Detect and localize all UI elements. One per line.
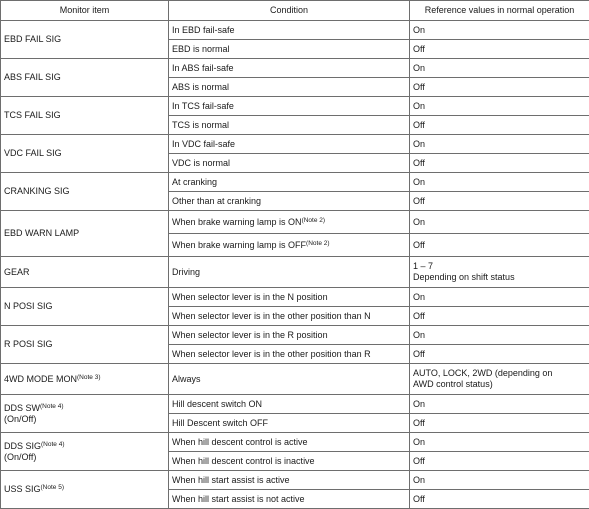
table-row bbox=[1, 257, 589, 288]
reference-value-cell: On bbox=[410, 173, 589, 192]
reference-value-cell: Off bbox=[410, 414, 589, 433]
table-row bbox=[1, 211, 589, 234]
condition-cell: At cranking bbox=[169, 173, 410, 192]
reference-value-cell: Off bbox=[410, 307, 589, 326]
reference-value-cell: Off bbox=[410, 345, 589, 364]
condition-cell: When hill descent control is inactive bbox=[169, 452, 410, 471]
condition-cell: VDC is normal bbox=[169, 154, 410, 173]
table-header-row bbox=[1, 1, 589, 21]
note-reference: (Note 5) bbox=[41, 484, 64, 491]
monitor-item: EBD WARN LAMP bbox=[1, 211, 169, 257]
table-row bbox=[1, 364, 589, 395]
condition-cell: When hill start assist is not active bbox=[169, 490, 410, 509]
monitor-item bbox=[1, 471, 169, 509]
reference-value-cell: On bbox=[410, 211, 589, 234]
monitor-item: CRANKING SIG bbox=[1, 173, 169, 211]
monitor-item-subtitle: (On/Off) bbox=[4, 452, 165, 463]
reference-value-cell bbox=[410, 257, 589, 288]
monitor-item: N POSI SIG bbox=[1, 288, 169, 326]
monitor-item: R POSI SIG bbox=[1, 326, 169, 364]
condition-cell: When hill descent control is active bbox=[169, 433, 410, 452]
reference-value-cell: On bbox=[410, 471, 589, 490]
condition-cell: In EBD fail-safe bbox=[169, 21, 410, 40]
condition-cell bbox=[169, 211, 410, 234]
monitor-item: ABS FAIL SIG bbox=[1, 59, 169, 97]
table-row bbox=[1, 135, 589, 154]
monitor-item: GEAR bbox=[1, 257, 169, 288]
reference-value-cell: On bbox=[410, 59, 589, 78]
monitor-item-subtitle: (On/Off) bbox=[4, 414, 165, 425]
reference-value-line: 1 – 7 bbox=[413, 261, 586, 272]
reference-value-cell: Off bbox=[410, 234, 589, 257]
reference-value-cell: Off bbox=[410, 116, 589, 135]
condition-text: When brake warning lamp is ON bbox=[172, 217, 302, 227]
reference-value-cell: On bbox=[410, 288, 589, 307]
condition-cell: TCS is normal bbox=[169, 116, 410, 135]
condition-cell: When selector lever is in the N position bbox=[169, 288, 410, 307]
reference-value-cell: Off bbox=[410, 154, 589, 173]
condition-cell: When selector lever is in the other position than R bbox=[169, 345, 410, 364]
reference-value-cell: On bbox=[410, 135, 589, 154]
condition-cell: In TCS fail-safe bbox=[169, 97, 410, 116]
reference-value-cell: Off bbox=[410, 40, 589, 59]
table-row bbox=[1, 21, 589, 40]
note-reference: (Note 3) bbox=[77, 374, 100, 381]
reference-value-cell: On bbox=[410, 326, 589, 345]
table-row bbox=[1, 288, 589, 307]
reference-value-cell: Off bbox=[410, 490, 589, 509]
header-reference-values: Reference values in normal operation bbox=[410, 1, 589, 21]
condition-cell: Driving bbox=[169, 257, 410, 288]
reference-value-line: AWD control status) bbox=[413, 379, 586, 390]
note-reference: (Note 4) bbox=[40, 403, 63, 410]
condition-cell: When selector lever is in the R position bbox=[169, 326, 410, 345]
monitor-item bbox=[1, 395, 169, 433]
note-reference: (Note 4) bbox=[41, 441, 64, 448]
reference-value-cell: Off bbox=[410, 78, 589, 97]
monitor-item: TCS FAIL SIG bbox=[1, 97, 169, 135]
monitor-item-name: 4WD MODE MON bbox=[4, 374, 77, 384]
monitor-item: EBD FAIL SIG bbox=[1, 21, 169, 59]
monitor-item bbox=[1, 433, 169, 471]
condition-cell: EBD is normal bbox=[169, 40, 410, 59]
header-condition: Condition bbox=[169, 1, 410, 21]
reference-value-cell: On bbox=[410, 97, 589, 116]
table-row bbox=[1, 326, 589, 345]
monitor-item: VDC FAIL SIG bbox=[1, 135, 169, 173]
note-reference: (Note 2) bbox=[302, 217, 325, 224]
table-row bbox=[1, 395, 589, 414]
monitor-item-name: DDS SW bbox=[4, 403, 40, 413]
condition-cell: When hill start assist is active bbox=[169, 471, 410, 490]
reference-value-cell bbox=[410, 364, 589, 395]
condition-text: When brake warning lamp is OFF bbox=[172, 240, 306, 250]
condition-cell: Hill Descent switch OFF bbox=[169, 414, 410, 433]
condition-cell bbox=[169, 234, 410, 257]
table-row bbox=[1, 173, 589, 192]
reference-value-cell: Off bbox=[410, 452, 589, 471]
table-row bbox=[1, 59, 589, 78]
reference-value-line: AUTO, LOCK, 2WD (depending on bbox=[413, 368, 586, 379]
condition-cell: In ABS fail-safe bbox=[169, 59, 410, 78]
condition-cell: ABS is normal bbox=[169, 78, 410, 97]
note-reference: (Note 2) bbox=[306, 240, 329, 247]
reference-value-cell: Off bbox=[410, 192, 589, 211]
monitor-item-name: USS SIG bbox=[4, 484, 41, 494]
reference-value-cell: On bbox=[410, 21, 589, 40]
reference-value-line: Depending on shift status bbox=[413, 272, 586, 283]
table-row bbox=[1, 97, 589, 116]
reference-value-cell: On bbox=[410, 433, 589, 452]
condition-cell: Always bbox=[169, 364, 410, 395]
condition-cell: When selector lever is in the other position than N bbox=[169, 307, 410, 326]
monitor-item-name: DDS SIG bbox=[4, 441, 41, 451]
header-monitor-item: Monitor item bbox=[1, 1, 169, 21]
table-row bbox=[1, 471, 589, 490]
condition-cell: Hill descent switch ON bbox=[169, 395, 410, 414]
reference-value-cell: On bbox=[410, 395, 589, 414]
condition-cell: Other than at cranking bbox=[169, 192, 410, 211]
monitor-item bbox=[1, 364, 169, 395]
table-row bbox=[1, 433, 589, 452]
condition-cell: In VDC fail-safe bbox=[169, 135, 410, 154]
